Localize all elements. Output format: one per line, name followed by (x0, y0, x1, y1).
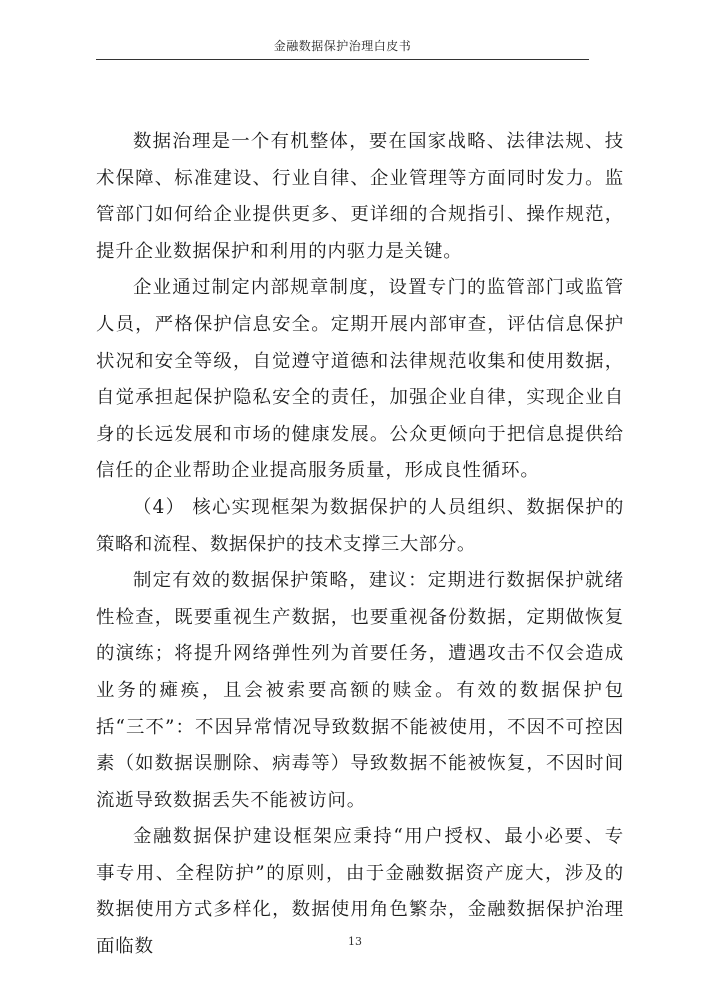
paragraph-data-governance: 数据治理是一个有机整体，要在国家战略、法律法规、技术保障、标准建设、行业自律、企业管理等方面同时发力。监管部门如何给企业提供更多、更详细的合规指引、操作规范，提升企业数据保护和利用的内驱力是关键。 (96, 131, 624, 262)
page-number: 13 (348, 935, 362, 948)
header-divider (96, 59, 589, 60)
running-header: 金融数据保护治理白皮书 (273, 39, 412, 53)
document-body (96, 124, 624, 966)
paragraph-protection-strategy: 制定有效的数据保护策略，建议：定期进行数据保护就绪性检查，既要重视生产数据，也要重视备份数据，定期做恢复的演练；将提升网络弹性列为首要任务，遭遇攻击不仅会造成业务的瘫痪，且会被索要高额的赎金。有效的数据保护包括“三不”：不因异常情况导致数据不能被使用，不因不可控因素（如数据误删除、病毒等）导致数据不能被恢复，不因时间流逝导致数据丢失不能被访问。 (96, 570, 624, 811)
paragraph-construction-framework: 金融数据保护建设框架应秉持“用户授权、最小必要、专事专用、全程防护”的原则，由于金融数据资产庞大，涉及的数据使用方式多样化，数据使用角色繁杂，金融数据保护治理面临数 (96, 826, 624, 958)
paragraph-core-framework: （4） 核心实现框架为数据保护的人员组织、数据保护的策略和流程、数据保护的技术支撑三大部分。 (96, 496, 624, 555)
paragraph-enterprise-self-discipline: 企业通过制定内部规章制度，设置专门的监管部门或监管人员，严格保护信息安全。定期开展内部审查，评估信息保护状况和安全等级，自觉遵守道德和法律规范收集和使用数据，自觉承担起保护隐私安全的责任，加强企业自律，实现企业自身的长远发展和市场的健康发展。公众更倾向于把信息提供给信任的企业帮助企业提高服务质量，形成良性循环。 (96, 277, 624, 482)
